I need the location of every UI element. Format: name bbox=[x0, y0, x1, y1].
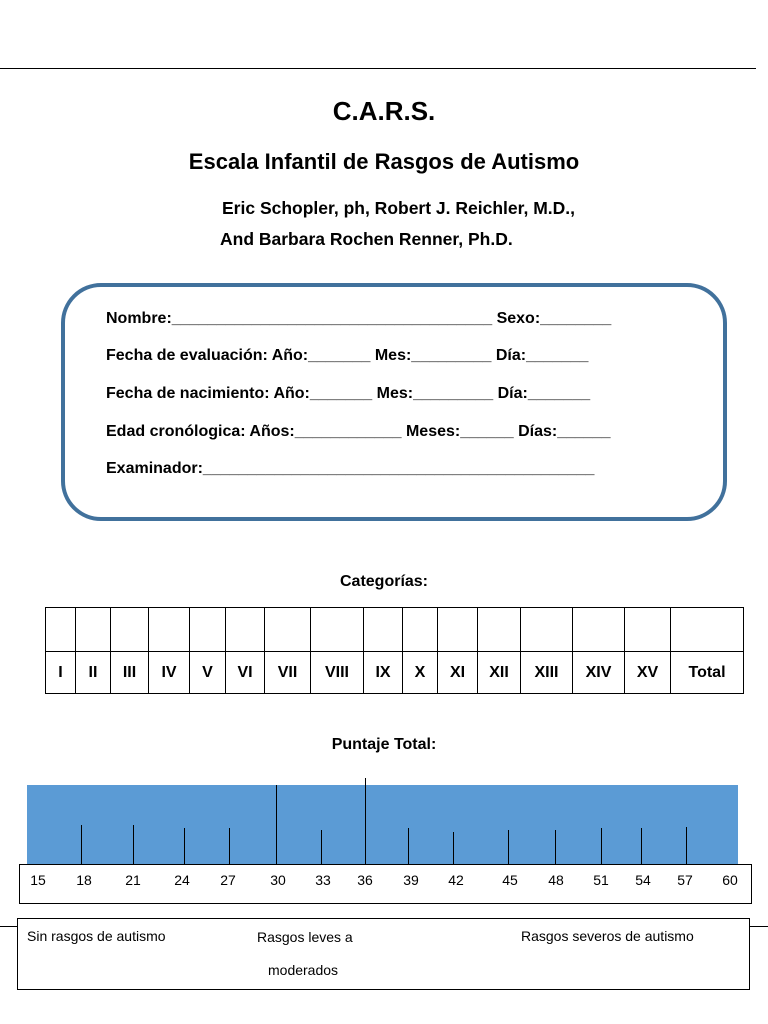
scale-tick bbox=[408, 828, 409, 864]
score-cell-iii[interactable] bbox=[111, 608, 149, 652]
scale-tick bbox=[641, 828, 642, 864]
categories-table bbox=[45, 607, 744, 694]
score-cell-xiv[interactable] bbox=[573, 608, 625, 652]
authors-line-1: Eric Schopler, ph, Robert J. Reichler, M.D., bbox=[222, 198, 576, 218]
authors-line-2: And Barbara Rochen Renner, Ph.D. bbox=[220, 229, 513, 249]
field-fecha-evaluacion[interactable]: Fecha de evaluación: Año:_______ Mes:_________ Día:_______ bbox=[106, 347, 589, 364]
score-cell-v[interactable] bbox=[190, 608, 226, 652]
score-cell-xiii[interactable] bbox=[521, 608, 573, 652]
scale-number: 54 bbox=[635, 872, 651, 888]
total-score-title: Puntaje Total: bbox=[331, 736, 437, 753]
score-cell-viii[interactable] bbox=[311, 608, 364, 652]
scale-number: 15 bbox=[30, 872, 46, 888]
scale-number: 39 bbox=[403, 872, 419, 888]
category-label: XIV bbox=[573, 652, 625, 694]
scale-number: 51 bbox=[593, 872, 609, 888]
category-label: XII bbox=[478, 652, 521, 694]
category-label: V bbox=[190, 652, 226, 694]
field-nombre-sexo[interactable]: Nombre:____________________________________ Sexo:________ bbox=[106, 310, 612, 327]
scale-number: 30 bbox=[270, 872, 286, 888]
category-label-row bbox=[46, 652, 744, 694]
score-cell-xii[interactable] bbox=[478, 608, 521, 652]
legend-severe-autism: Rasgos severos de autismo bbox=[521, 928, 694, 944]
score-cell-x[interactable] bbox=[403, 608, 438, 652]
score-cell-ix[interactable] bbox=[364, 608, 403, 652]
scale-tick bbox=[555, 830, 556, 864]
scale-tick bbox=[686, 827, 687, 864]
scale-number: 57 bbox=[677, 872, 693, 888]
scale-number: 21 bbox=[125, 872, 141, 888]
score-cell-xi[interactable] bbox=[438, 608, 478, 652]
score-cell-vi[interactable] bbox=[226, 608, 265, 652]
scale-number: 45 bbox=[502, 872, 518, 888]
category-label: II bbox=[76, 652, 111, 694]
category-label: VI bbox=[226, 652, 265, 694]
scale-tick bbox=[321, 830, 322, 864]
scale-tick bbox=[81, 825, 82, 864]
score-cell-i[interactable] bbox=[46, 608, 76, 652]
scale-number: 42 bbox=[448, 872, 464, 888]
document-title: C.A.R.S. bbox=[332, 96, 436, 126]
category-label: IX bbox=[364, 652, 403, 694]
category-label: VIII bbox=[311, 652, 364, 694]
categories-title: Categorías: bbox=[339, 573, 429, 590]
scale-tick bbox=[229, 828, 230, 864]
category-label: X bbox=[403, 652, 438, 694]
scale-tick bbox=[453, 832, 454, 864]
scale-tick bbox=[601, 828, 602, 864]
score-cell-total[interactable] bbox=[671, 608, 744, 652]
category-label: I bbox=[46, 652, 76, 694]
score-cell-xv[interactable] bbox=[625, 608, 671, 652]
scale-number: 36 bbox=[357, 872, 373, 888]
scale-number: 60 bbox=[722, 872, 738, 888]
category-label: IV bbox=[149, 652, 190, 694]
category-label: XV bbox=[625, 652, 671, 694]
document-subtitle: Escala Infantil de Rasgos de Autismo bbox=[188, 149, 580, 174]
legend-mild-line-1: Rasgos leves a bbox=[257, 929, 353, 945]
score-cell-vii[interactable] bbox=[265, 608, 311, 652]
score-cell-ii[interactable] bbox=[76, 608, 111, 652]
legend-right-rule bbox=[750, 926, 768, 927]
category-label: XI bbox=[438, 652, 478, 694]
score-cell-iv[interactable] bbox=[149, 608, 190, 652]
scale-tick bbox=[184, 828, 185, 864]
scale-divider-36 bbox=[365, 778, 366, 864]
legend-mild-line-2: moderados bbox=[268, 962, 339, 978]
top-rule bbox=[0, 68, 756, 69]
category-label: VII bbox=[265, 652, 311, 694]
scale-tick bbox=[508, 830, 509, 864]
category-label: III bbox=[111, 652, 149, 694]
scale-number: 33 bbox=[315, 872, 331, 888]
scale-number: 48 bbox=[548, 872, 564, 888]
score-entry-row bbox=[46, 608, 744, 652]
field-examinador[interactable]: Examinador:____________________________________________ bbox=[106, 460, 595, 477]
field-edad-cronologica[interactable]: Edad cronólogica: Años:____________ Meses:______ Días:______ bbox=[106, 423, 611, 440]
scale-divider-30 bbox=[276, 785, 277, 864]
scale-number: 18 bbox=[76, 872, 92, 888]
legend-left-rule bbox=[0, 926, 17, 927]
category-label: XIII bbox=[521, 652, 573, 694]
scale-tick bbox=[133, 825, 134, 864]
scale-number: 27 bbox=[220, 872, 236, 888]
scale-number: 24 bbox=[174, 872, 190, 888]
field-fecha-nacimiento[interactable]: Fecha de nacimiento: Año:_______ Mes:_________ Día:_______ bbox=[106, 385, 591, 402]
legend-no-autism: Sin rasgos de autismo bbox=[27, 928, 166, 944]
category-label-total: Total bbox=[671, 652, 744, 694]
